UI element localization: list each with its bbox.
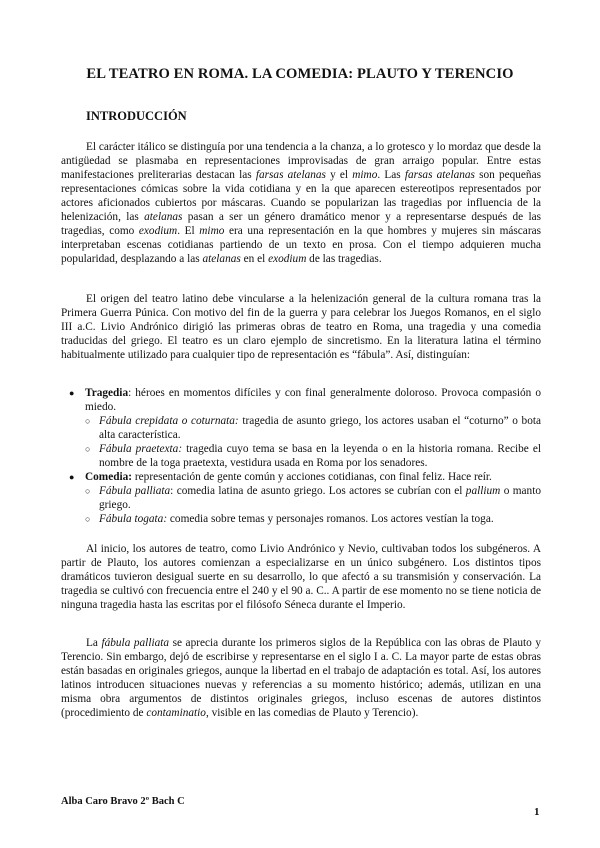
- footer-author: Alba Caro Bravo 2º Bach C: [61, 796, 185, 807]
- circle-bullet-icon: ○: [85, 514, 91, 524]
- document-title: EL TEATRO EN ROMA. LA COMEDIA: PLAUTO Y TERENCIO: [86, 66, 514, 82]
- list-item-comedia: ● Comedia: representación de gente común y acciones cotidianas, con final feliz. Hace reír.: [69, 471, 492, 483]
- paragraph-origen-teatro: El origen del teatro latino debe vincularse a la helenización general de la cultura romana tras la Primera Guerra Púnica. Con motivo del fin de la guerra y para celebrar los Juegos Romanos, en el siglo III a.C. Livio Andrónico dirigió las primeras obras de teatro en Roma, una tragedia y una comedia traducidas del griego. El teatro es un claro ejemplo de sincretismo. En la literatura latina el término habitualmente utilizado para cualquier tipo de representación es “fábula”. Así, distinguían:: [61, 293, 541, 361]
- circle-bullet-icon: ○: [85, 486, 91, 496]
- paragraph-autores: Al inicio, los autores de teatro, como Livio Andrónico y Nevio, cultivaban todos los subgéneros. A partir de Plauto, los autores comienzan a especializarse en un único subgénero. Los distintos tipos dramáticos tuvieron desigual suerte en su desarrollo, lo que afectó a su transmisión y conservación. La tragedia se cultivó con frecuencia entre el 240 y el 90 a. C.. A partir de ese momento no se tiene noticia de ninguna tragedia hasta las escritas por el filósofo Séneca durante el Imperio.: [61, 543, 541, 611]
- section-heading: INTRODUCCIÓN: [86, 109, 187, 123]
- list-item-crepidata: ○ Fábula crepidata o coturnata: tragedia de asunto griego, los actores usaban el “coturno” o bota alta característica.: [85, 415, 541, 441]
- circle-bullet-icon: ○: [85, 444, 91, 454]
- list-item-togata: ○ Fábula togata: comedia sobre temas y personajes romanos. Los actores vestían la toga.: [85, 513, 494, 525]
- list-item-praetexta: ○ Fábula praetexta: tragedia cuyo tema se basa en la leyenda o en la historia romana. Recibe el nombre de la toga praetexta, vestidura usada en Roma por los senadores.: [85, 443, 541, 469]
- bullet-icon: ●: [69, 388, 75, 398]
- list-item-tragedia: ● Tragedia: héroes en momentos difíciles y con final generalmente doloroso. Provoca compasión o miedo.: [69, 387, 541, 413]
- list-item-palliata: ○ Fábula palliata: comedia latina de asunto griego. Los actores se cubrían con el pallium o manto griego.: [85, 485, 541, 511]
- genre-list: [61, 386, 541, 526]
- page-number: 1: [534, 806, 540, 818]
- bullet-icon: ●: [69, 472, 75, 482]
- paragraph-palliata: La fábula palliata se aprecia durante los primeros siglos de la República con las obras de Plauto y Terencio. Sin embargo, dejó de escribirse y representarse en el siglo I a. C. La mayor parte de estas obras están basadas en originales griegos, aunque la libertad en el trabajo de adaptación es total. Así, los autores latinos introducen situaciones nuevas y referencias a su momento histórico; además, utilizan en una misma obra argumentos de distintos originales griegos, incluso escenas de autores distintos (procedimiento de contaminatio, visible en las comedias de Plauto y Terencio).: [61, 637, 541, 719]
- circle-bullet-icon: ○: [85, 416, 91, 426]
- paragraph-atelanas-mimo: El carácter itálico se distinguía por una tendencia a la chanza, a lo grotesco y lo mordaz que desde la antigüedad se plasmaba en representaciones improvisadas de gran arraigo popular. Entre estas manifestaciones preliterarias destacan las farsas atelanas y el mimo. Las farsas atelanas son pequeñas representaciones cómicas sobre la vida cotidiana y en la que aparecen estereotipos representados por actores aficionados cubiertos por máscaras. Cuando se popularizan las tragedias por influencia de la helenización, las atelanas pasan a ser un género dramático menor y a representarse después de las tragedias, como exodium. El mimo era una representación en la que hombres y mujeres sin máscaras interpretaban escenas cotidianas partiendo de un texto en prosa. Con el tiempo adquieren mucha popularidad, desplazando a las atelanas en el exodium de las tragedias.: [61, 141, 542, 265]
